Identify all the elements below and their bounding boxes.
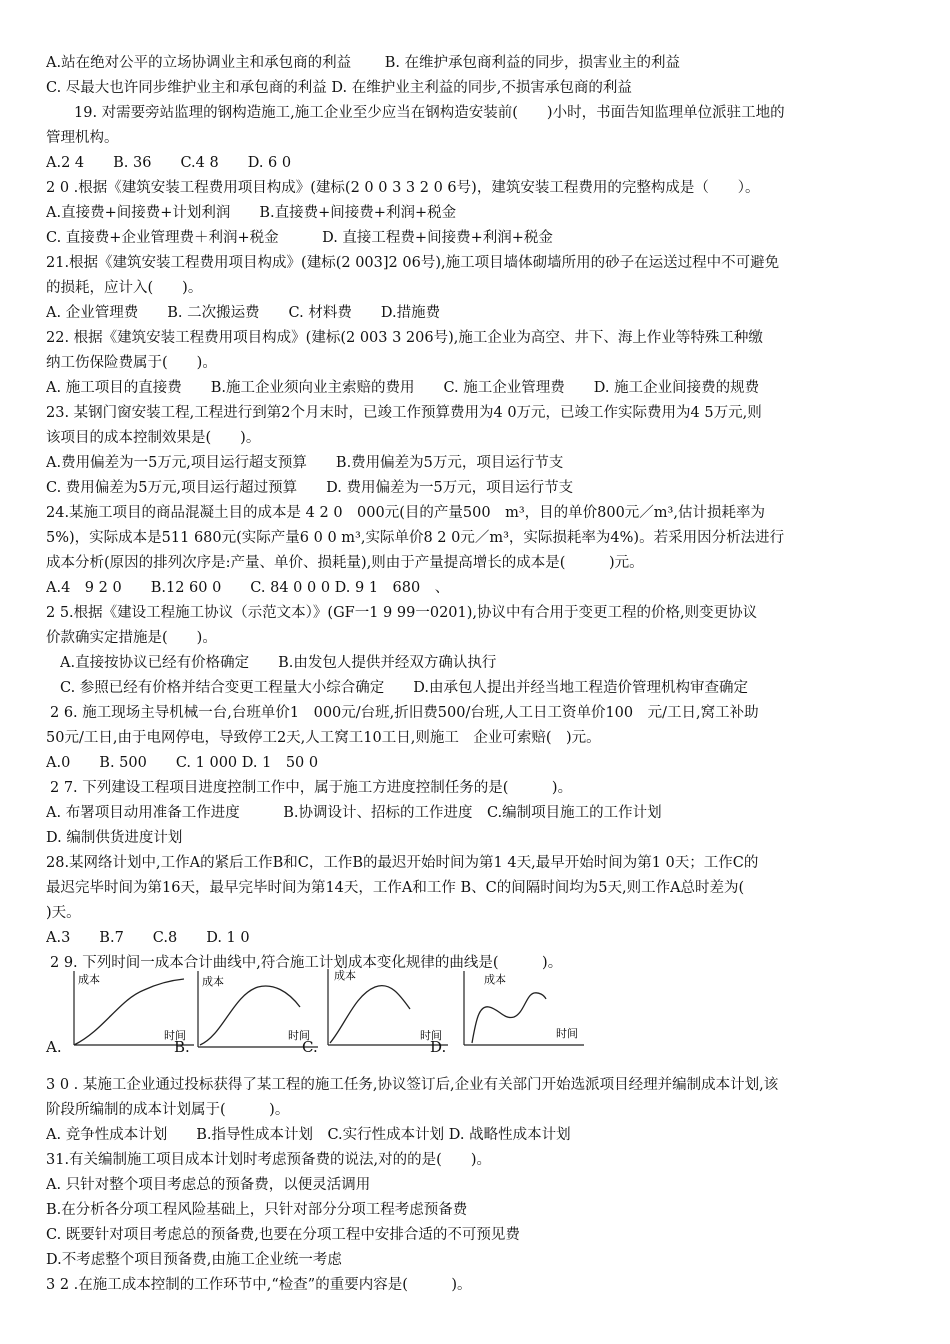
q19-stem-cont: 管理机构。 [46,130,119,146]
q26-options: A.0 B. 500 C. 1 000 D. 1 50 0 [46,755,319,771]
q23-options-cd: C. 费用偏差为5万元,项目运行超过预算 D. 费用偏差为一5万元，项目运行节支 [46,480,574,496]
q27-stem: 2 7. 下列建设工程项目进度控制工作中，属于施工方进度控制任务的是( )。 [50,780,573,796]
q28-stem-cont-1: 最迟完毕时间为第16天，最早完毕时间为第14天，工作A和工作 B、C的间隔时间均为5天,则工作A总时差为( [46,880,745,896]
q27-options-abc: A. 布署项目动用准备工作进度 B.协调设计、招标的工作进度 C.编制项目施工的工作计划 [46,805,662,821]
q24-stem-cont-1: 5%)，实际成本是511 680元(实际产量6 0 0 m³,实际单价8 2 0元／m³，实际损耗率为4%)。若采用因分析法进行 [46,530,785,546]
q22-stem-cont: 纳工伤保险费属于( )。 [46,355,217,371]
x-axis-label: 时间 [164,1029,186,1042]
q30-options: A. 竞争性成本计划 B.指导性成本计划 C.实行性成本计划 D. 战略性成本计划 [46,1127,571,1143]
y-axis-label: 成本 [484,973,506,986]
q31-stem: 31.有关编制施工项目成本计划时考虑预备费的说法,对的的是( )。 [46,1152,491,1168]
q32-stem: 3 2 .在施工成本控制的工作环节中,“检查”的重要内容是( )。 [46,1277,472,1293]
q24-stem: 24.某施工项目的商品混凝土目的成本是 4 2 0 000元(目的产量500 m³，目的单价800元／m³,估计损耗率为 [46,505,765,521]
q25-stem: 2 5.根据《建设工程施工协议（示范文本）》(GF一1 9 99一0201),协议中有合用于变更工程的价格,则变更协议 [46,605,758,621]
q28-options: A.3 B.7 C.8 D. 1 0 [46,930,250,946]
q22-options: A. 施工项目的直接费 B.施工企业须向业主索赔的费用 C. 施工企业管理费 D. 施工企业间接费的规费 [46,380,760,396]
q29-curve-options [40,965,640,1060]
q24-options: A.4 9 2 0 B.12 60 0 C. 84 0 0 0 D. 9 1 680 、 [46,580,450,596]
q20-options-ab: A.直接费+间接费+计划利润 B.直接费+间接费+利润+税金 [46,205,457,221]
q31-option-b: B.在分析各分项工程风险基础上，只针对部分分项工程考虑预备费 [46,1202,468,1218]
q31-option-c: C. 既要针对项目考虑总的预备费,也要在分项工程中安排合适的不可预见费 [46,1227,520,1243]
q21-options: A. 企业管理费 B. 二次搬运费 C. 材料费 D.措施费 [46,305,441,321]
cost-curve [330,986,410,1043]
q29-option-a-label: A. [46,1038,62,1056]
q29-curve-d [454,965,594,1060]
q28-stem: 28.某网络计划中,工作A的紧后工作B和C，工作B的最迟开始时间为第1 4天,最早开始时间为第1 0天；工作C的 [46,855,759,871]
q20-stem: 2 0 .根据《建筑安装工程费用项目构成》(建标(2 0 0 3 3 2 0 6号)，建筑安装工程费用的完整构成是（ ）。 [46,180,760,196]
q29-option-c-label: C. [302,1038,318,1056]
q26-stem-cont: 50元/工日,由于电网停电，导致停工2天,人工窝工10工日,则施工 企业可索赔( )元。 [46,730,601,746]
q23-stem-cont: 该项目的成本控制效果是( )。 [46,430,261,446]
q31-option-a: A. 只针对整个项目考虑总的预备费，以便灵活调用 [46,1177,371,1193]
q18-options-cd: C. 尽最大也许同步维护业主和承包商的利益 D. 在维护业主利益的同步,不损害承包商的利益 [46,80,632,96]
q18-options-ab: A.站在绝对公平的立场协调业主和承包商的利益 B. 在维护承包商利益的同步，损害业主的利益 [46,55,681,71]
q27-option-d: D. 编制供货进度计划 [46,830,183,846]
q30-stem-cont: 阶段所编制的成本计划属于( )。 [46,1102,290,1118]
q31-option-d: D.不考虑整个项目预备费,由施工企业统一考虑 [46,1252,342,1268]
q20-options-cd: C. 直接费+企业管理费＋利润+税金 D. 直接工程费+间接费+利润+税金 [46,230,553,246]
cost-curve [200,986,300,1045]
q25-options-ab: A.直接按协议已经有价格确定 B.由发包人提供并经双方确认执行 [60,655,497,671]
q21-stem-cont: 的损耗，应计入( )。 [46,280,203,296]
q29-stem: 2 9. 下列时间一成本合计曲线中,符合施工计划成本变化规律的曲线是( )。 [50,955,563,971]
q19-stem: 19. 对需要旁站监理的钢构造施工,施工企业至少应当在钢构造安装前( )小时，书面告知监理单位派驻工地的 [74,105,785,121]
x-axis-label: 时间 [288,1029,310,1042]
x-axis-label: 时间 [420,1029,442,1042]
q25-stem-cont: 价款确实定措施是( )。 [46,630,217,646]
y-axis-label: 成本 [334,969,356,982]
q23-stem: 23. 某钢门窗安装工程,工程进行到第2个月末时，已竣工作预算费用为4 0万元，已竣工作实际费用为4 5万元,则 [46,405,762,421]
q30-stem: 3 0 . 某施工企业通过投标获得了某工程的施工任务,协议签订后,企业有关部门开始选派项目经理并编制成本计划,该 [46,1077,779,1093]
y-axis-label: 成本 [202,975,224,988]
q19-options: A.2 4 B. 36 C.4 8 D. 6 0 [46,155,292,171]
cost-curve [472,993,546,1043]
q29-option-b-label: B. [174,1038,190,1056]
q23-options-ab: A.费用偏差为一5万元,项目运行超支预算 B.费用偏差为5万元，项目运行节支 [46,455,564,471]
x-axis-label: 时间 [556,1027,578,1040]
q26-stem: 2 6. 施工现场主导机械一台,台班单价1 000元/台班,折旧费500/台班,人工日工资单价100 元/工日,窝工补助 [50,705,759,721]
q21-stem: 21.根据《建筑安装工程费用项目构成》(建标(2 003]2 06号),施工项目墙体砌墙所用的砂子在运送过程中不可避免 [46,255,780,271]
q25-options-cd: C. 参照已经有价格并结合变更工程量大小综合确定 D.由承包人提出并经当地工程造价管理机构审查确定 [60,680,749,696]
q22-stem: 22. 根据《建筑安装工程费用项目构成》(建标(2 003 3 206号),施工企业为高空、井下、海上作业等特殊工种缴 [46,330,763,346]
q29-option-d-label: D. [430,1038,447,1056]
q24-stem-cont-2: 成本分析(原因的排列次序是:产量、单价、损耗量),则由于产量提高增长的成本是( )元。 [46,555,644,571]
q28-stem-cont-2: )天。 [46,905,81,921]
y-axis-label: 成本 [78,973,100,986]
